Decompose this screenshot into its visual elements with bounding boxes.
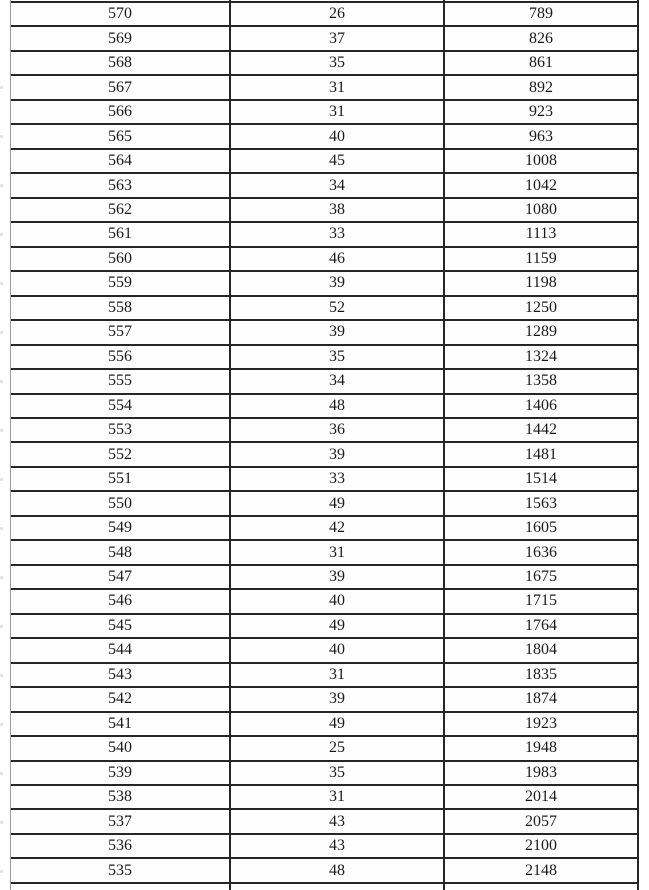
score-cell: 549 (11, 517, 231, 539)
cumulative-cell: 2057 (525, 812, 557, 830)
count-cell: 34 (231, 370, 445, 392)
score-cell: 538 (11, 786, 231, 808)
table-row (11, 615, 637, 639)
count-cell: 31 (231, 101, 445, 123)
table-row (11, 835, 637, 859)
score-cell: 555 (11, 370, 231, 392)
count-cell: 40 (231, 590, 445, 612)
count-cell: 39 (231, 443, 445, 465)
count-cell: 48 (231, 859, 445, 881)
score-cell: 537 (11, 810, 231, 832)
cumulative-cell: 2148 (525, 861, 557, 879)
score-cell: 547 (11, 566, 231, 588)
cumulative-cell: 1764 (525, 616, 557, 634)
scan-edge-artifacts (0, 40, 3, 890)
score-cell: 566 (11, 101, 231, 123)
score-cell (11, 0, 231, 1)
partial-row-bottom (11, 884, 637, 890)
count-cell: 48 (231, 395, 445, 417)
cumulative-cell: 1250 (525, 298, 557, 316)
table-row (11, 468, 637, 492)
table-row (11, 443, 637, 467)
cumulative-cell: 1948 (525, 739, 557, 757)
count-cell: 37 (231, 27, 445, 49)
cumulative-cell: 1008 (525, 152, 557, 170)
cumulative-cell: 1442 (525, 421, 557, 439)
table-row (11, 419, 637, 443)
score-cell: 557 (11, 321, 231, 343)
score-cell: 540 (11, 737, 231, 759)
table-row (11, 859, 637, 883)
cumulative-cell: 1715 (525, 592, 557, 610)
cumulative-cell: 1289 (525, 323, 557, 341)
table-row (11, 566, 637, 590)
count-cell (231, 0, 445, 1)
score-cell: 536 (11, 835, 231, 857)
table-row (11, 272, 637, 296)
count-cell: 40 (231, 125, 445, 147)
table-row (11, 321, 637, 345)
count-cell: 35 (231, 346, 445, 368)
score-cell: 568 (11, 52, 231, 74)
count-cell: 39 (231, 272, 445, 294)
cumulative-cell: 1324 (525, 347, 557, 365)
count-cell: 42 (231, 517, 445, 539)
cumulative-cell: 2014 (525, 788, 557, 806)
cumulative-cell: 963 (529, 127, 553, 145)
table-row (11, 150, 637, 174)
table-row (11, 346, 637, 370)
count-cell: 26 (231, 3, 445, 25)
score-cell: 556 (11, 346, 231, 368)
table-row (11, 688, 637, 712)
count-cell: 40 (231, 639, 445, 661)
count-cell: 31 (231, 76, 445, 98)
cumulative-cell: 1923 (525, 714, 557, 732)
table-row (11, 786, 637, 810)
cumulative-cell: 1481 (525, 445, 557, 463)
table-row (11, 713, 637, 737)
table-row (11, 762, 637, 786)
cumulative-cell (445, 0, 637, 1)
count-cell: 33 (231, 223, 445, 245)
cumulative-cell: 1198 (525, 274, 557, 292)
cumulative-cell: 1042 (525, 176, 557, 194)
cumulative-cell: 892 (529, 78, 553, 96)
cumulative-cell: 1874 (525, 690, 557, 708)
table-row (11, 223, 637, 247)
cumulative-cell: 1563 (525, 494, 557, 512)
cumulative-cell: 789 (529, 5, 553, 23)
cumulative-cell: 1159 (525, 249, 557, 267)
cumulative-cell: 1835 (525, 665, 557, 683)
cumulative-cell: 1406 (525, 396, 557, 414)
score-cell: 564 (11, 150, 231, 172)
count-cell: 39 (231, 321, 445, 343)
count-cell: 31 (231, 664, 445, 686)
cumulative-cell: 923 (529, 103, 553, 121)
score-cell: 570 (11, 3, 231, 25)
cumulative-cell: 1983 (525, 763, 557, 781)
score-cell: 548 (11, 541, 231, 563)
table-row (11, 174, 637, 198)
count-cell: 45 (231, 150, 445, 172)
table-row (11, 248, 637, 272)
count-cell: 38 (231, 199, 445, 221)
score-cell: 546 (11, 590, 231, 612)
score-cell: 541 (11, 713, 231, 735)
table-row (11, 492, 637, 516)
count-cell: 49 (231, 615, 445, 637)
count-cell: 49 (231, 713, 445, 735)
table-row (11, 395, 637, 419)
cumulative-cell: 826 (529, 29, 553, 47)
table-row (11, 3, 637, 27)
count-cell: 35 (231, 52, 445, 74)
table-row (11, 125, 637, 149)
cumulative-cell: 1675 (525, 568, 557, 586)
score-cell: 562 (11, 199, 231, 221)
score-cell: 565 (11, 125, 231, 147)
score-table (10, 0, 639, 890)
score-cell: 554 (11, 395, 231, 417)
table-row (11, 810, 637, 834)
score-cell: 535 (11, 859, 231, 881)
table-row (11, 737, 637, 761)
count-cell: 31 (231, 541, 445, 563)
cumulative-cell (445, 884, 637, 890)
table-row (11, 199, 637, 223)
count-cell: 43 (231, 835, 445, 857)
score-cell: 560 (11, 248, 231, 270)
count-cell: 34 (231, 174, 445, 196)
score-cell: 569 (11, 27, 231, 49)
count-cell: 52 (231, 297, 445, 319)
score-cell: 552 (11, 443, 231, 465)
score-cell: 550 (11, 492, 231, 514)
count-cell: 33 (231, 468, 445, 490)
table-row (11, 517, 637, 541)
cumulative-cell: 1514 (525, 470, 557, 488)
table-row (11, 27, 637, 51)
table-row (11, 101, 637, 125)
score-cell: 542 (11, 688, 231, 710)
count-cell: 35 (231, 762, 445, 784)
cumulative-cell: 2100 (525, 837, 557, 855)
score-cell: 567 (11, 76, 231, 98)
score-cell: 558 (11, 297, 231, 319)
table-row (11, 297, 637, 321)
count-cell: 36 (231, 419, 445, 441)
cumulative-cell: 1080 (525, 200, 557, 218)
table-row (11, 370, 637, 394)
table-row (11, 590, 637, 614)
count-cell: 39 (231, 566, 445, 588)
score-cell: 539 (11, 762, 231, 784)
score-cell: 543 (11, 664, 231, 686)
score-cell: 553 (11, 419, 231, 441)
cumulative-cell: 1804 (525, 641, 557, 659)
cumulative-cell: 1358 (525, 372, 557, 390)
count-cell: 46 (231, 248, 445, 270)
cumulative-cell: 1113 (525, 225, 557, 243)
count-cell: 43 (231, 810, 445, 832)
count-cell: 31 (231, 786, 445, 808)
score-cell: 563 (11, 174, 231, 196)
table-row (11, 639, 637, 663)
cumulative-cell: 1636 (525, 543, 557, 561)
score-cell: 551 (11, 468, 231, 490)
cumulative-cell: 861 (529, 54, 553, 72)
count-cell: 39 (231, 688, 445, 710)
count-cell: 25 (231, 737, 445, 759)
score-cell (11, 884, 231, 890)
table-row (11, 76, 637, 100)
score-cell: 544 (11, 639, 231, 661)
count-cell (231, 884, 445, 890)
score-cell: 545 (11, 615, 231, 637)
score-cell: 561 (11, 223, 231, 245)
score-cell: 559 (11, 272, 231, 294)
table-row (11, 541, 637, 565)
table-row (11, 664, 637, 688)
cumulative-cell: 1605 (525, 519, 557, 537)
table-row (11, 52, 637, 76)
count-cell: 49 (231, 492, 445, 514)
